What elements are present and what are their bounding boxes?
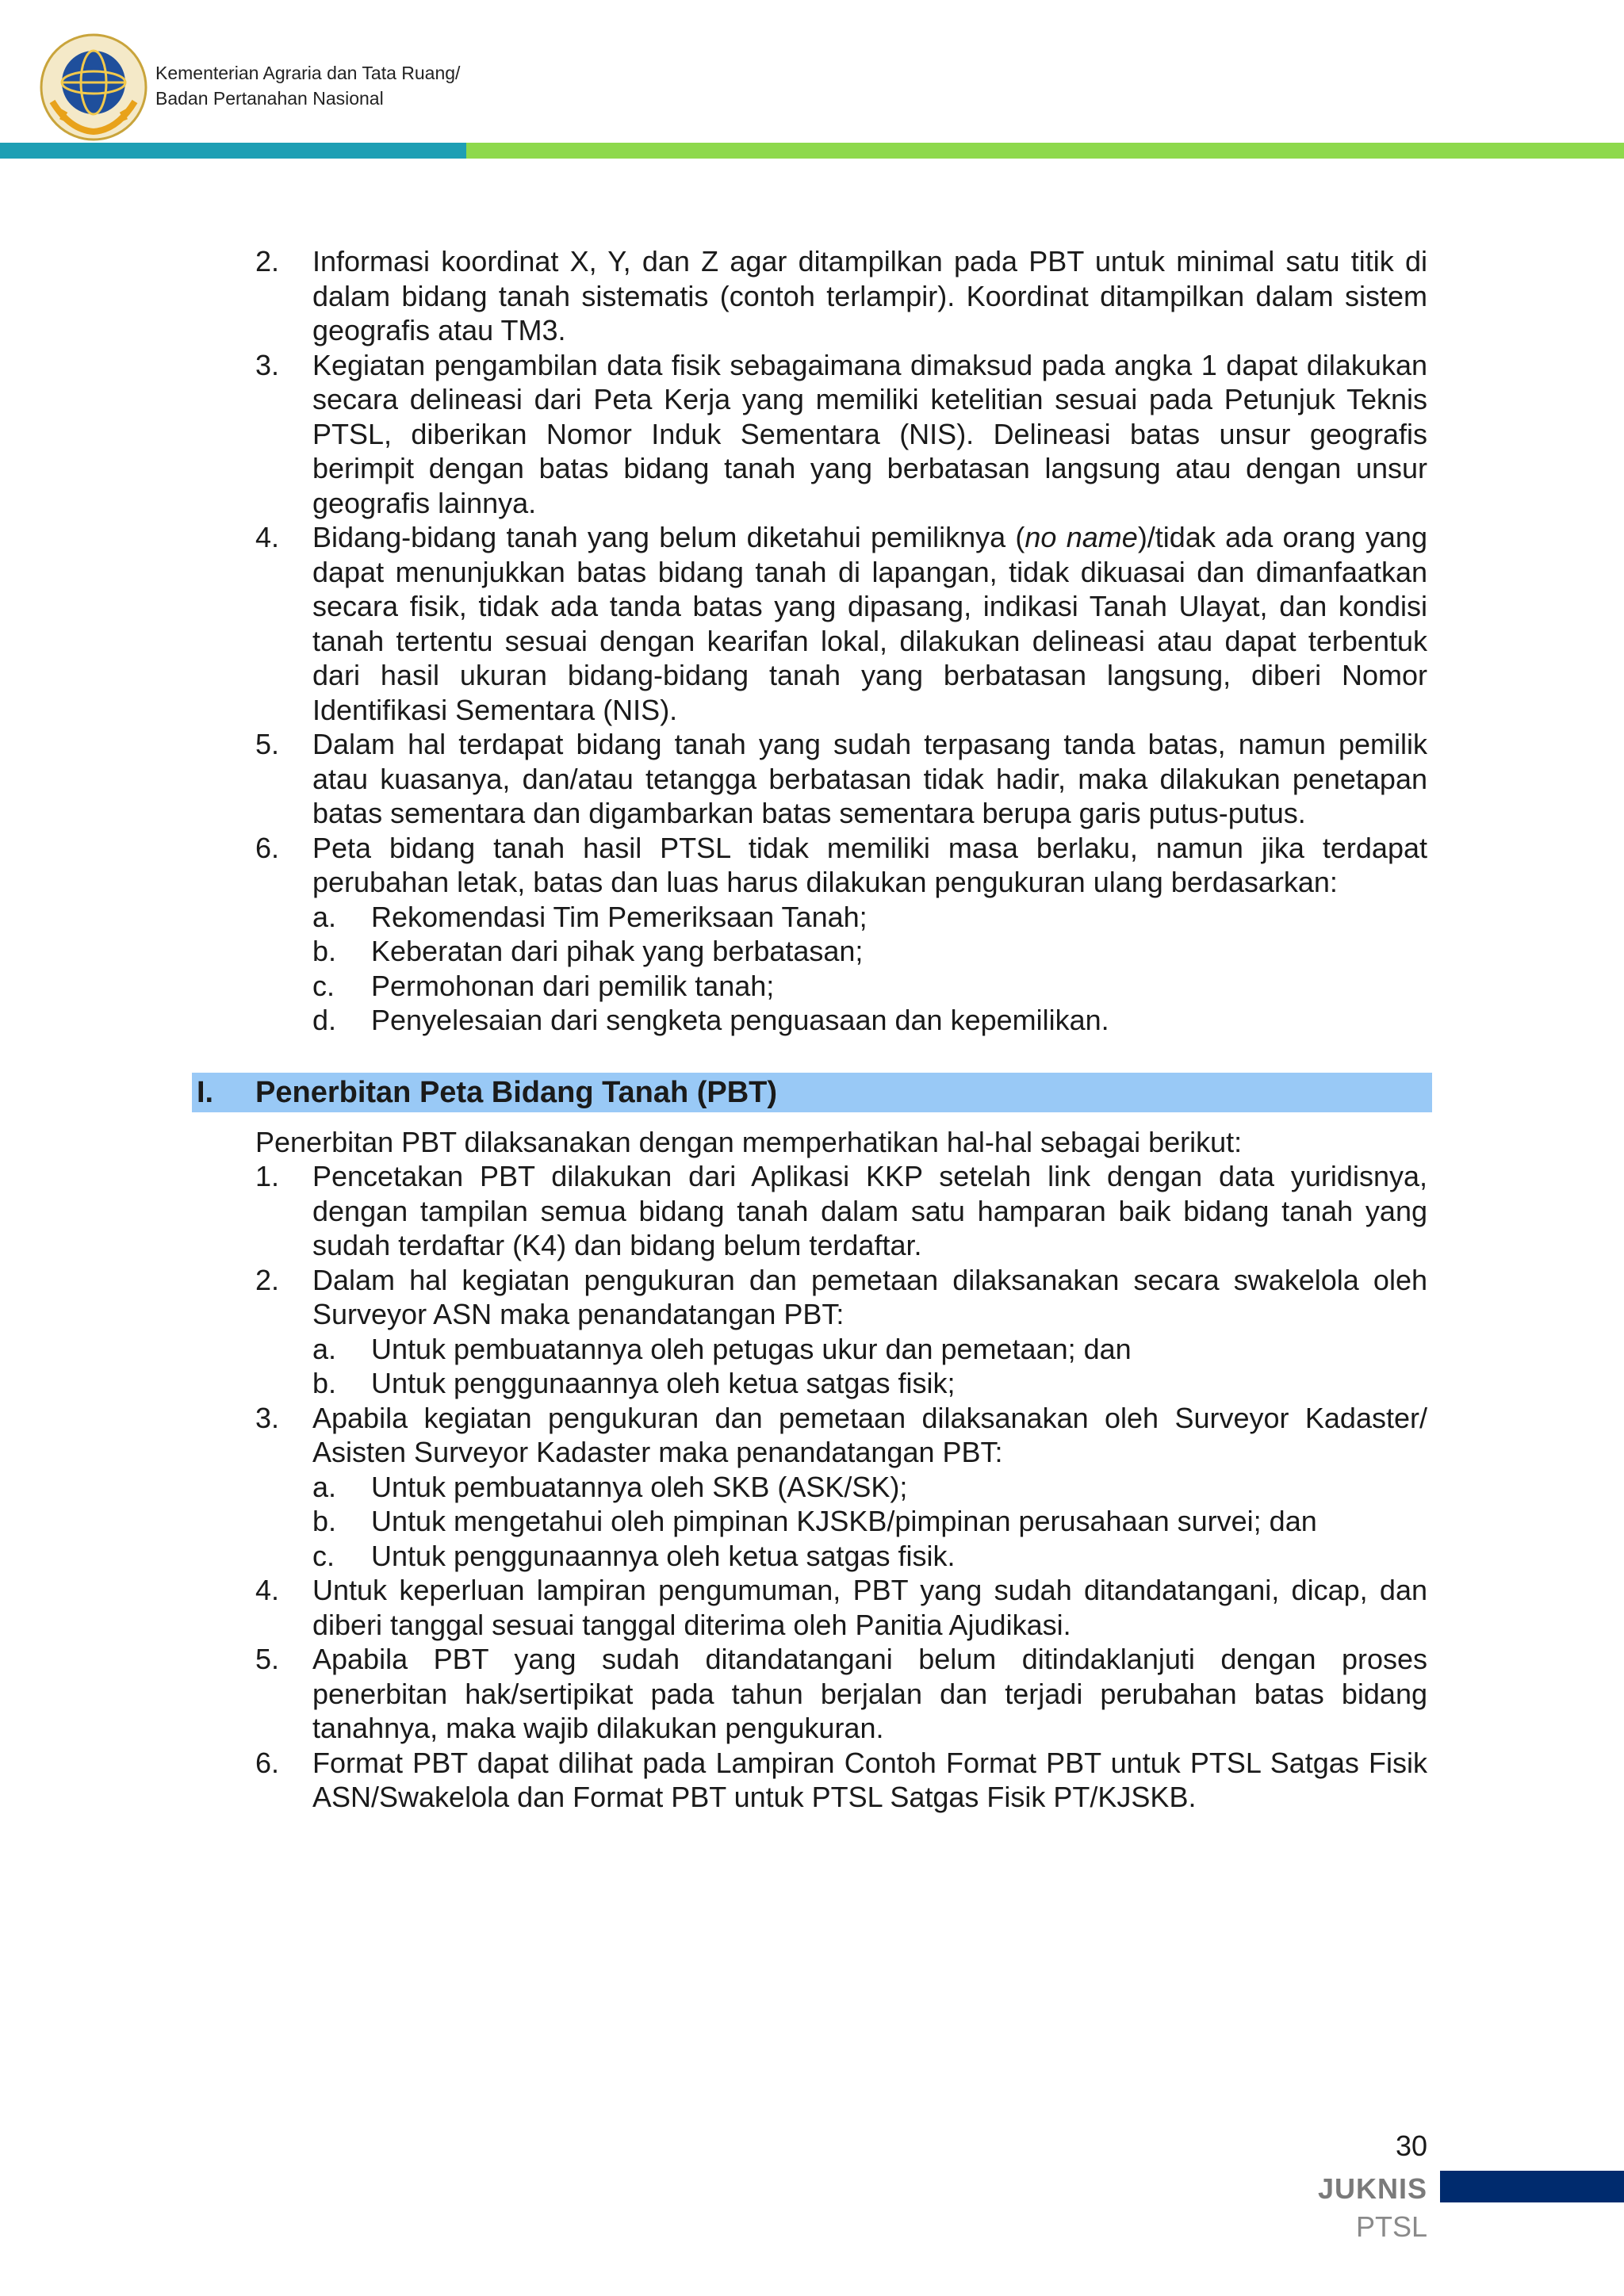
section-title: Penerbitan Peta Bidang Tanah (PBT): [255, 1075, 778, 1109]
list-item-number: 3.: [255, 1401, 280, 1434]
list-item: [255, 1159, 1427, 1263]
list-item-number: 5.: [255, 728, 280, 760]
list-item-text: Pencetakan PBT dilakukan dari Aplikasi KKP setelah link dengan data yuridisnya, dengan tampilan semua bidang tanah dalam satu hamparan baik bidang tanah yang sudah terdaftar (K4) dan bidang belum terdaftar.: [312, 1160, 1427, 1261]
list-item-text: Informasi koordinat X, Y, dan Z agar ditampilkan pada PBT untuk minimal satu titik di dalam bidang tanah sistematis (contoh terlampir). Koordinat ditampilkan dalam sistem geografis atau TM3.: [312, 245, 1427, 346]
sub-list-item: [312, 934, 1427, 969]
list-item: [255, 1573, 1427, 1642]
list-item: [255, 1746, 1427, 1815]
list-item-number: 2.: [255, 1263, 280, 1296]
list-item-text: Kegiatan pengambilan data fisik sebagaimana dimaksud pada angka 1 dapat dilakukan secara delineasi dari Peta Kerja yang memiliki ketelitian sesuai pada Petunjuk Teknis PTSL, diberikan Nomor Induk Sementara (NIS). Delineasi batas unsur geografis berimpit dengan batas bidang tanah yang berbatasan langsung atau dengan unsur geografis lainnya.: [312, 348, 1427, 519]
section-heading: [192, 1073, 1432, 1112]
sub-list-item: [312, 900, 1427, 935]
sub-item-letter: b.: [312, 935, 337, 967]
org-line-1: Kementerian Agraria dan Tata Ruang/: [155, 63, 461, 83]
sub-item-letter: a.: [312, 900, 337, 933]
list-item: [255, 244, 1427, 348]
sub-item-text: Keberatan dari pihak yang berbatasan;: [371, 935, 864, 967]
section-intro: Penerbitan PBT dilaksanakan dengan memperhatikan hal-hal sebagai berikut:: [255, 1125, 1243, 1158]
sub-item-text: Untuk penggunaannya oleh ketua satgas fisik.: [371, 1539, 956, 1572]
sub-list-item: [312, 1366, 1427, 1401]
sub-item-text: Rekomendasi Tim Pemeriksaan Tanah;: [371, 900, 868, 933]
sub-list-item: [312, 1504, 1427, 1539]
list-item: [255, 1401, 1427, 1470]
list-item: [255, 1263, 1427, 1332]
sub-item-letter: a.: [312, 1332, 337, 1365]
sub-item-letter: b.: [312, 1505, 337, 1537]
list-item-number: 3.: [255, 348, 280, 381]
sub-item-text: Untuk pembuatannya oleh petugas ukur dan pemetaan; dan: [371, 1332, 1132, 1365]
sub-list-item: [312, 1332, 1427, 1367]
sub-item-letter: d.: [312, 1004, 337, 1036]
list-item-number: 4.: [255, 521, 280, 553]
sub-item-letter: c.: [312, 969, 335, 1002]
list-item-text: Untuk keperluan lampiran pengumuman, PBT yang sudah ditandatangani, dicap, dan diberi tanggal sesuai tanggal diterima oleh Panitia Ajudikasi.: [312, 1574, 1427, 1641]
list-item: [255, 348, 1427, 521]
section-letter: I.: [197, 1075, 214, 1109]
list-item-text-after: )/tidak ada orang yang dapat menunjukkan batas bidang tanah di lapangan, tidak dikuasai dan dimanfaatkan secara fisik, tidak ada tanda batas yang dipasang, indikasi Tanah Ulayat, dan kondisi tanah tertentu sesuai dengan kearifan lokal, dilakukan delineasi atau dapat terbentuk dari hasil ukuran bidang-bidang tanah yang berbatasan langsung, diberi Nomor Identifikasi Sementara (NIS).: [312, 521, 1427, 726]
list-item: [255, 727, 1427, 831]
sub-item-letter: a.: [312, 1470, 337, 1503]
sub-item-text: Untuk penggunaannya oleh ketua satgas fisik;: [371, 1367, 956, 1399]
list-item-number: 1.: [255, 1160, 280, 1192]
sub-item-text: Penyelesaian dari sengketa penguasaan dan kepemilikan.: [371, 1004, 1109, 1036]
sub-item-letter: c.: [312, 1539, 335, 1572]
header-bar-green: [466, 143, 1624, 159]
header-bar-teal: [0, 143, 466, 159]
sub-item-text: Untuk mengetahui oleh pimpinan KJSKB/pimpinan perusahaan survei; dan: [371, 1505, 1317, 1537]
sub-item-text: Permohonan dari pemilik tanah;: [371, 969, 775, 1002]
list-item-number: 2.: [255, 245, 280, 277]
list-item-text: Dalam hal kegiatan pengukuran dan pemetaan dilaksanakan secara swakelola oleh Surveyor ASN maka penandatangan PBT:: [312, 1263, 1427, 1330]
sub-item-text: Untuk pembuatannya oleh SKB (ASK/SK);: [371, 1470, 908, 1503]
list-item: [255, 831, 1427, 900]
list-item-text: Apabila PBT yang sudah ditandatangani belum ditindaklanjuti dengan proses penerbitan hak/sertipikat pada tahun berjalan dan terjadi perubahan batas bidang tanahnya, maka wajib dilakukan pengukuran.: [312, 1643, 1427, 1744]
sub-list-item: [312, 1470, 1427, 1505]
sub-list-item: [312, 1539, 1427, 1574]
list-item-number: 6.: [255, 1746, 280, 1779]
sub-list-item: [312, 969, 1427, 1004]
sub-list-item: [312, 1003, 1427, 1038]
list-item-number: 4.: [255, 1574, 280, 1606]
list-item-text: Peta bidang tanah hasil PTSL tidak memiliki masa berlaku, namun jika terdapat perubahan letak, batas dan luas harus dilakukan pengukuran ulang berdasarkan:: [312, 831, 1427, 898]
list-item-number: 6.: [255, 831, 280, 864]
footer-accent-bar: [1440, 2171, 1624, 2202]
page-content: [0, 244, 1624, 1815]
page-number: 30: [1395, 2130, 1427, 2162]
list-item: [255, 1642, 1427, 1746]
list-item-text-before: Bidang-bidang tanah yang belum diketahui pemiliknya (: [312, 521, 1025, 553]
list-item: [255, 520, 1427, 727]
list-item-text: Dalam hal terdapat bidang tanah yang sudah terpasang tanda batas, namun pemilik atau kuasanya, dan/atau tetangga berbatasan tidak hadir, maka dilakukan penetapan batas sementara dan digambarkan batas sementara berupa garis putus-putus.: [312, 728, 1427, 829]
footer-juknis-label: JUKNIS: [1317, 2172, 1427, 2205]
footer-ptsl-label: PTSL: [1355, 2210, 1427, 2243]
page-header: [0, 0, 1624, 159]
list-item-text: Format PBT dapat dilihat pada Lampiran Contoh Format PBT untuk PTSL Satgas Fisik ASN/Swakelola dan Format PBT untuk PTSL Satgas Fisik PT/KJSKB.: [312, 1746, 1427, 1813]
list-item-text: Apabila kegiatan pengukuran dan pemetaan dilaksanakan oleh Surveyor Kadaster/ Asisten Surveyor Kadaster maka penandatangan PBT:: [312, 1401, 1427, 1468]
list-item-text-italic: no name: [1025, 521, 1138, 553]
ministry-logo-icon: [38, 32, 149, 143]
organization-name: [155, 60, 460, 111]
sub-item-letter: b.: [312, 1367, 337, 1399]
org-line-2: Badan Pertanahan Nasional: [155, 88, 384, 109]
list-item-number: 5.: [255, 1643, 280, 1675]
